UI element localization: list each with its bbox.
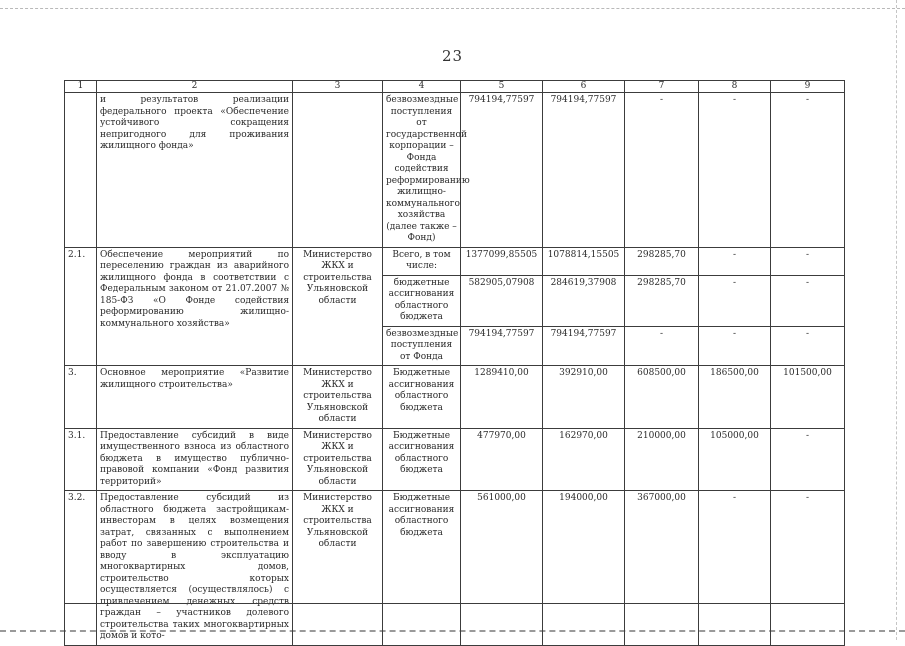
amount-year-1: 162970,00 <box>543 428 625 491</box>
amount-year-1: 284619,37908 <box>543 275 625 326</box>
amount-year-4: 101500,00 <box>771 366 845 429</box>
table-row <box>65 428 845 491</box>
amount-year-2: - <box>625 326 699 366</box>
amount-total: 561000,00 <box>461 491 543 646</box>
table-row <box>65 366 845 429</box>
amount-year-3: 105000,00 <box>699 428 771 491</box>
column-number: 1 <box>65 81 97 93</box>
program-table <box>64 80 845 646</box>
amount-year-2: 608500,00 <box>625 366 699 429</box>
amount-year-2: - <box>625 93 699 248</box>
funding-source: бюджетные ассигнования областного бюджета <box>383 275 461 326</box>
amount-year-1: 1078814,15505 <box>543 247 625 275</box>
row-number: 2.1. <box>65 247 97 366</box>
amount-year-2: 298285,70 <box>625 247 699 275</box>
amount-total: 477970,00 <box>461 428 543 491</box>
measure-name: Обеспечение мероприятий по переселению граждан из аварийного жилищного фонда в соответствии с Федеральным законом от 21.07.2007 № 185-ФЗ «О Фонде содействия реформированию жилищно-коммунального хозяйства» <box>97 247 293 366</box>
funding-source: безвозмездные поступления от Фонда <box>383 326 461 366</box>
amount-year-2: 367000,00 <box>625 491 699 646</box>
amount-year-3: - <box>699 93 771 248</box>
funding-source: безвозмездные поступления от государственной корпорации – Фонда содействия реформированию жилищно-коммунального хозяйства (далее также – Фонд) <box>383 93 461 248</box>
amount-year-4: - <box>771 247 845 275</box>
page-number: 23 <box>441 47 464 65</box>
measure-name: Предоставление субсидий из областного бюджета застройщикам-инвесторам в целях возмещения затрат, связанных с выполнением работ по завершению строительства и вводу в эксплуатацию многоквартирных домов, строительство которых осуществляется (осуществлялось) с привлечением денежных средств граждан – участников долевого строительства таких многоквартирных домов и кото- <box>97 491 293 646</box>
amount-year-4: - <box>771 491 845 646</box>
amount-total: 794194,77597 <box>461 93 543 248</box>
column-number: 6 <box>543 81 625 93</box>
funding-source: Бюджетные ассигнования областного бюджета <box>383 428 461 491</box>
amount-total: 582905,07908 <box>461 275 543 326</box>
column-number: 9 <box>771 81 845 93</box>
row-number: 3.2. <box>65 491 97 646</box>
row-number <box>65 93 97 248</box>
column-number-row <box>65 81 845 93</box>
funding-source: Всего, в том числе: <box>383 247 461 275</box>
amount-total: 1377099,85505 <box>461 247 543 275</box>
funding-source: Бюджетные ассигнования областного бюджета <box>383 491 461 646</box>
table-row <box>65 93 845 248</box>
amount-year-3: - <box>699 326 771 366</box>
amount-year-4: - <box>771 428 845 491</box>
column-number: 3 <box>293 81 383 93</box>
executor: Министерство ЖКХ и строительства Ульяновской области <box>293 247 383 366</box>
amount-total: 1289410,00 <box>461 366 543 429</box>
amount-year-1: 392910,00 <box>543 366 625 429</box>
amount-year-1: 194000,00 <box>543 491 625 646</box>
executor: Министерство ЖКХ и строительства Ульяновской области <box>293 428 383 491</box>
measure-name: и результатов реализации федерального проекта «Обеспечение устойчивого сокращения непригодного для проживания жилищного фонда» <box>97 93 293 248</box>
row-number: 3.1. <box>65 428 97 491</box>
table-row <box>65 247 845 275</box>
measure-name: Предоставление субсидий в виде имущественного взноса из областного бюджета в имущество публично-правовой компании «Фонд развития территорий» <box>97 428 293 491</box>
amount-year-1: 794194,77597 <box>543 326 625 366</box>
column-number: 5 <box>461 81 543 93</box>
column-number: 2 <box>97 81 293 93</box>
amount-year-4: - <box>771 275 845 326</box>
amount-year-2: 210000,00 <box>625 428 699 491</box>
executor <box>293 93 383 248</box>
column-number: 7 <box>625 81 699 93</box>
funding-source: Бюджетные ассигнования областного бюджета <box>383 366 461 429</box>
executor: Министерство ЖКХ и строительства Ульяновской области <box>293 366 383 429</box>
table-row <box>65 491 845 646</box>
amount-year-1: 794194,77597 <box>543 93 625 248</box>
amount-year-3: 186500,00 <box>699 366 771 429</box>
scan-edge-right <box>896 0 897 640</box>
measure-name: Основное мероприятие «Развитие жилищного строительства» <box>97 366 293 429</box>
executor: Министерство ЖКХ и строительства Ульяновской области <box>293 491 383 646</box>
amount-year-4: - <box>771 93 845 248</box>
column-number: 4 <box>383 81 461 93</box>
table-bottom-rule <box>64 603 844 604</box>
row-number: 3. <box>65 366 97 429</box>
amount-year-4: - <box>771 326 845 366</box>
amount-year-3: - <box>699 247 771 275</box>
amount-total: 794194,77597 <box>461 326 543 366</box>
amount-year-2: 298285,70 <box>625 275 699 326</box>
column-number: 8 <box>699 81 771 93</box>
amount-year-3: - <box>699 275 771 326</box>
amount-year-3: - <box>699 491 771 646</box>
scan-edge-top <box>0 8 905 9</box>
